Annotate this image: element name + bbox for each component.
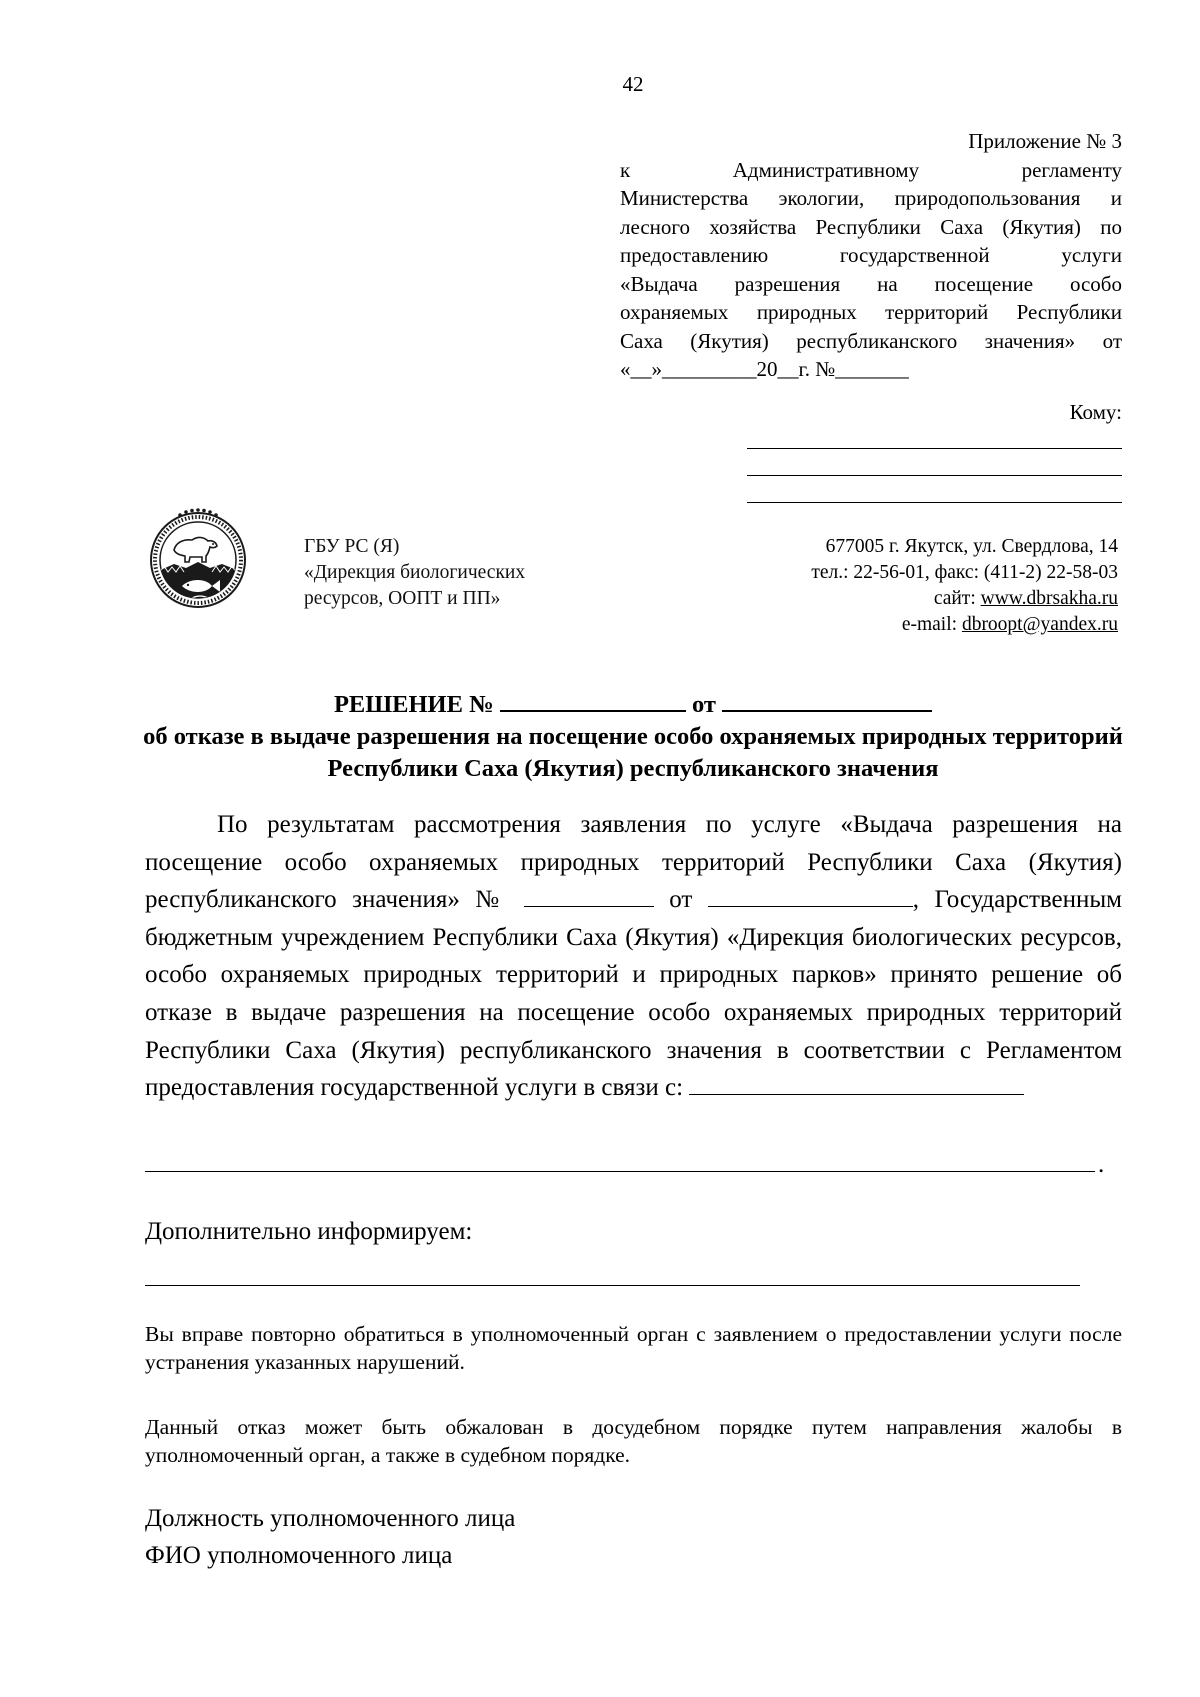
recipient-blank-line[interactable] [747,448,1122,449]
decision-from-word: от [691,691,716,718]
application-number-blank[interactable] [524,884,654,907]
organization-name [304,534,525,612]
organization-emblem-icon [146,506,250,610]
recipient-label: Кому: [1069,400,1122,424]
appendix-line: Министерства экологии, природопользования и [620,186,1122,210]
recipient-blank-line[interactable] [747,502,1122,503]
site-label: сайт: [933,588,981,609]
body-part2: от [669,886,693,914]
application-date-blank[interactable] [708,884,913,907]
email-label: e-mail: [901,614,962,635]
decision-number-blank[interactable] [500,688,686,712]
appendix-line: лесного хозяйства Республики Саха (Якутия) по [620,214,1122,239]
appendix-line: Саха (Якутия) республиканского значения» от [620,328,1122,353]
decision-body [145,806,1122,1107]
organization-phone: тел.: 22-56-01, факс: (411-2) 22-58-03 [811,562,1118,583]
additional-info-label: Дополнительно информируем: [145,1218,473,1245]
body-part3: , Государственным бюджетным учреждением Республики Саха (Якутия) «Дирекция биологических ресурсов, особо охраняемых природных территорий и природных парков» принято решение об отказе в выдаче разрешения на посещение особо охраняемых природных территорий Республики Саха (Якутия) республиканского значения в соответствии с Регламентом предоставления государственной услуги в связи с: [145,886,1123,1102]
appendix-title: Приложение № 3 [968,129,1122,153]
signatory-name: ФИО уполномоченного лица [145,1542,453,1569]
organization-site-row [700,586,1118,612]
appendix-line: «Выдача разрешения на посещение особо [620,271,1122,296]
decision-title-word: РЕШЕНИЕ № [333,691,494,718]
organization-name-line: «Дирекция биологических [304,562,526,583]
decision-date-blank[interactable] [722,688,932,712]
email-link[interactable]: dbroopt@yandex.ru [961,614,1118,635]
page-number: 42 [622,72,644,96]
reason-period: . [1098,1151,1105,1178]
signatory-position: Должность уполномоченного лица [145,1505,516,1532]
organization-contacts [700,534,1118,638]
appendix-line: к Административному регламенту [620,157,1122,182]
organization-name-line: ресурсов, ООПТ и ПП» [304,588,501,609]
organization-email-row [700,612,1118,638]
organization-address: 677005 г. Якутск, ул. Свердлова, 14 [825,536,1118,557]
decision-title [0,688,1200,719]
appendix-block [620,127,1122,384]
additional-info-blank-line[interactable] [145,1285,1080,1286]
appendix-line: охраняемых природных территорий Республики [620,300,1122,324]
appendix-date-line: «__»_________20__г. №_______ [620,357,909,381]
organization-name-line: ГБУ РС (Я) [304,536,400,557]
recipient-blank-line[interactable] [747,475,1122,476]
body-part1: По результатам рассмотрения заявления по услуге «Выдача разрешения на посещение особо охраняемых природных территорий Республики Саха (Якутия) республиканского значения» № [145,811,1122,914]
site-link[interactable]: www.dbrsakha.ru [980,588,1118,609]
reason-blank-line[interactable] [145,1171,1095,1172]
reapply-note: Вы вправе повторно обратиться в уполномоченный орган с заявлением о предоставлении услуги после устранения указанных нарушений. [145,1322,1122,1374]
appendix-line: предоставлению государственной услуги [620,243,1122,267]
appeal-note: Данный отказ может быть обжалован в досудебном порядке путем направления жалобы в уполномоченный орган, а также в судебном порядке. [145,1415,1122,1467]
reason-blank[interactable] [689,1072,1024,1095]
decision-subtitle: об отказе в выдаче разрешения на посещение особо охраняемых природных территорий Республики Саха (Якутия) республиканского значения [143,723,1123,782]
